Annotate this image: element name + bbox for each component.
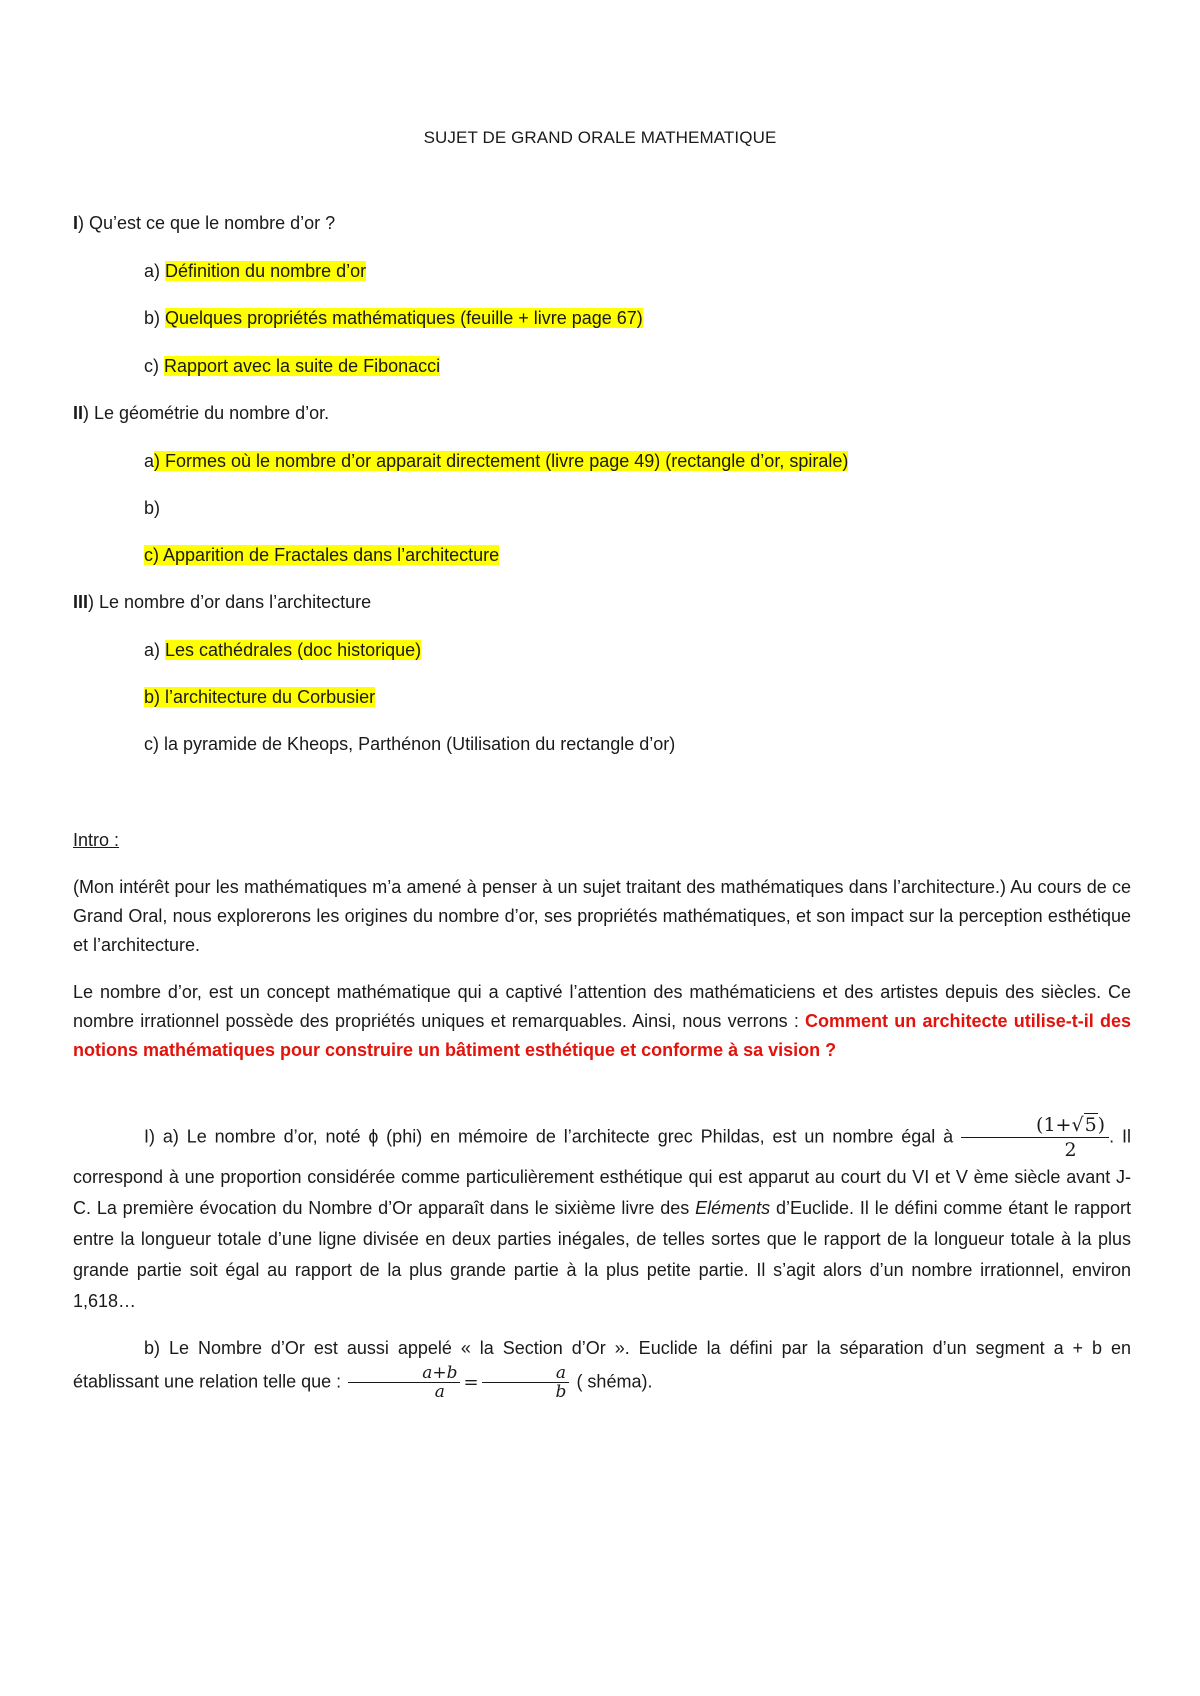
body-paragraph-phi — [73, 1113, 1131, 1317]
item-prefix: a) — [144, 261, 166, 281]
highlighted-text: b) l’architecture du Corbusier — [144, 687, 376, 707]
roman-numeral: I — [73, 213, 79, 233]
item-prefix: c) — [144, 356, 164, 376]
phi-denominator: 2 — [1064, 1139, 1077, 1161]
outline-item-3a — [144, 639, 421, 661]
paragraph-text: Le nombre d’or, est un concept mathématique qui a captivé l’attention des mathématiciens et des artistes depuis des siècles. Ce nombre irrationnel possède des propriétés uniques et remarquables. Ainsi, nous verrons : — [73, 982, 1131, 1031]
paragraph-text: . Il correspond à une proportion considérée comme particulièrement esthétique qui est apparut au court du VI et V ème siècle avant J-C. La première évocation du Nombre d’Or apparaît dans le sixième livre des — [73, 1126, 1131, 1218]
intro-paragraph-1: (Mon intérêt pour les mathématiques m’a amené à penser à un sujet traitant des mathématiques dans l’architecture.) Au cours de ce Grand Oral, nous explorerons les origines du nombre d’or, ses propriétés mathématiques, et son impact sur la perception esthétique et l’architecture. — [73, 877, 1131, 955]
paragraph-text: ( shéma). — [571, 1371, 653, 1392]
item-prefix: a — [144, 451, 155, 471]
outline-item-3c: c) la pyramide de Kheops, Parthénon (Utilisation du rectangle d’or) — [144, 734, 676, 754]
outline-item-1c — [144, 355, 440, 377]
fraction-denominator: b — [555, 1382, 567, 1402]
outline-item-2a — [144, 450, 848, 472]
section-text: ) Le géométrie du nombre d’or. — [83, 403, 330, 423]
paragraph-text: I) a) Le nombre d’or, noté ɸ (phi) en mémoire de l’architecte grec Phildas, est un nombre égal à — [144, 1126, 962, 1147]
highlighted-text: c) Apparition de Fractales dans l’architecture — [144, 545, 500, 565]
problematique: Comment un architecte utilise-t-il des notions mathématiques pour construire un bâtiment esthétique et conforme à sa vision ? — [73, 1011, 1131, 1060]
equals-sign: = — [463, 1372, 479, 1393]
fraction-right — [482, 1364, 570, 1401]
fraction-numerator: a+b — [348, 1364, 460, 1383]
outline-item-3b — [144, 686, 375, 708]
outline-section-2 — [73, 402, 329, 424]
item-prefix: a) — [144, 640, 166, 660]
highlighted-text: Quelques propriétés mathématiques (feuille + livre page 67) — [165, 308, 643, 328]
paragraph-text: d’Euclide. Il le défini comme étant le rapport entre la longueur totale d’une ligne divisée en deux parties inégales, de telles sortes que le rapport de la longueur totale à la plus grande partie soit égal au rapport de la plus grande partie à la plus petite partie. Il s’agit alors d’un nombre irrationnel, environ 1,618… — [73, 1198, 1131, 1311]
outline-section-3 — [73, 591, 371, 613]
numerator-part: ) — [1097, 1114, 1106, 1136]
item-prefix: b) — [144, 308, 166, 328]
highlighted-text: Rapport avec la suite de Fibonacci — [164, 356, 441, 376]
section-text: ) Le nombre d’or dans l’architecture — [88, 592, 372, 612]
outline-item-2c — [144, 544, 499, 566]
sqrt-radicand: 5 — [1084, 1114, 1097, 1136]
fraction-denominator: a — [434, 1382, 445, 1402]
highlighted-text: Définition du nombre d’or — [165, 261, 367, 281]
body-paragraph-section — [73, 1333, 1131, 1401]
book-title: Eléments — [695, 1198, 771, 1218]
highlighted-text: Les cathédrales (doc historique) — [165, 640, 422, 660]
intro-paragraph-2 — [73, 978, 1131, 1065]
outline-item-1a — [144, 260, 366, 282]
fraction-numerator: a — [482, 1364, 570, 1383]
roman-numeral: III — [73, 592, 89, 612]
fraction-left — [348, 1364, 460, 1401]
roman-numeral: II — [73, 403, 84, 423]
phi-formula — [961, 1113, 1109, 1162]
phi-numerator: (1+√5) — [961, 1113, 1109, 1138]
outline-item-1b — [144, 307, 643, 329]
highlighted-text: ) Formes où le nombre d’or apparait directement (livre page 49) (rectangle d’or, spirale) — [154, 451, 849, 471]
document-title: SUJET DE GRAND ORALE MATHEMATIQUE — [423, 128, 777, 147]
section-text: ) Qu’est ce que le nombre d’or ? — [78, 213, 336, 233]
intro-heading: Intro : — [73, 830, 120, 850]
numerator-part: (1+ — [1036, 1114, 1072, 1136]
outline-section-1 — [73, 212, 335, 234]
outline-item-2b: b) — [144, 498, 161, 518]
paragraph-text: b) Le Nombre d’Or est aussi appelé « la Section d’Or ». Euclide la défini par la séparation d’un segment a + b en établissant une relation telle que : — [73, 1338, 1131, 1392]
